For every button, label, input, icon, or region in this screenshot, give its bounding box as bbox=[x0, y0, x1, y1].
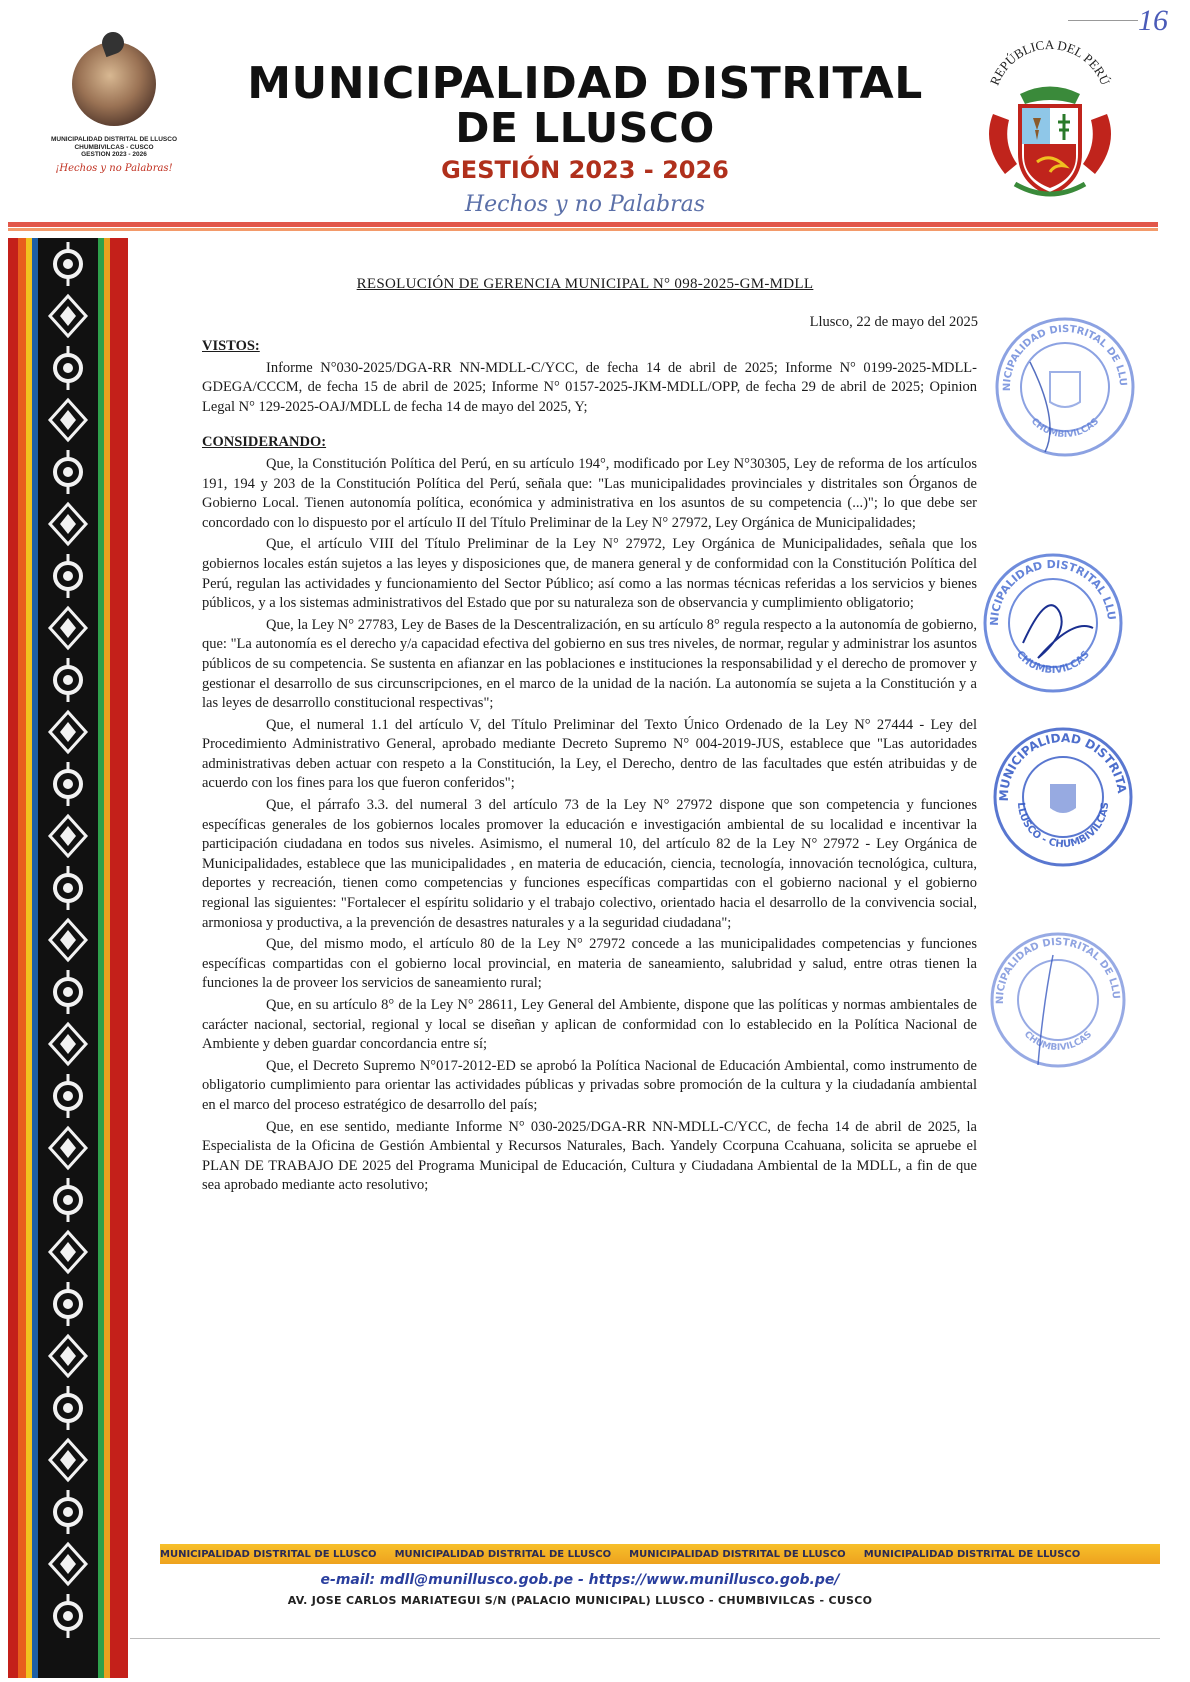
header-divider bbox=[8, 222, 1158, 227]
flower-motif-icon bbox=[42, 1174, 94, 1226]
stamp-subtext: LLUSCO - CHUMBIVILCAS bbox=[1014, 801, 1112, 851]
stamp-icon bbox=[990, 312, 1140, 462]
flower-motif-icon bbox=[42, 862, 94, 914]
stamp-text: NICIPALIDAD DISTRITAL DE LLU bbox=[1001, 323, 1129, 392]
svg-text:REPÚBLICA DEL PERÚ bbox=[987, 37, 1114, 88]
header-slogan: Hechos y no Palabras bbox=[464, 192, 706, 217]
stamp-subtext: CHUMBIVILCAS bbox=[1028, 416, 1102, 441]
stamp-subtext: CHUMBIVILCAS bbox=[1021, 1029, 1095, 1054]
resolution-title: RESOLUCIÓN DE GERENCIA MUNICIPAL N° 098-2025-GM-MDLL bbox=[356, 276, 814, 292]
handwritten-page-number: 16 bbox=[1138, 4, 1168, 37]
considerando-paragraph: Que, el artículo VIII del Título Preliminar de la Ley N° 27972, Ley Orgánica de Municipalidades, señala que los gobiernos locales están sujetos a las leyes y disposiciones que, de manera general y de conformidad con la Constitución Política del Perú, regulan las actividades y funcionamiento del Sector Público; así como a las normas técnicas referidas a los servicios y bienes públicos, y a los sistemas administrativos del Estado que por su naturaleza son de observancia y cumplimiento obligatorio; bbox=[202, 536, 977, 612]
stamp-icon bbox=[983, 925, 1133, 1075]
band-motifs bbox=[38, 238, 98, 1678]
diamond-motif-icon bbox=[42, 602, 94, 654]
header-divider-thin bbox=[8, 228, 1158, 231]
coat-of-arms-icon bbox=[975, 34, 1125, 214]
official-stamp bbox=[978, 548, 1128, 698]
bottom-rule bbox=[130, 1638, 1160, 1639]
flower-motif-icon bbox=[42, 1590, 94, 1642]
stamp-subtext: CHUMBIVILCAS bbox=[1014, 649, 1092, 677]
diamond-motif-icon bbox=[42, 1122, 94, 1174]
stamp-text: NICIPALIDAD DISTRITAL LLU bbox=[987, 557, 1119, 626]
considerando-paragraph: Que, el párrafo 3.3. del numeral 3 del artículo 73 de la Ley N° 27972 dispone que son competencia y funciones específicas generales de los gobiernos locales promover la educación e investigación ambiental de su localidad e incentivar la participación ciudadana en todos sus niveles. Asimismo, el numeral 10, del artículo 82 de la Ley N° 27972 - Ley Orgánica de Municipalidades, establece que las municipalidades , en materia de educación, ciencia, tecnología, innovación tecnológica, cultura, deportes y recreación, tienen como competencias y funciones específicas compartidas con el gobierno nacional y el gobierno regional las siguientes: "Fortalecer el espíritu solidario y el trabajo colectivo, orientado hacia el desarrollo de la convivencia social, armoniosa y productiva, a la prevención de desastres naturales y a la seguridad ciudadana"; bbox=[202, 797, 977, 931]
logo-caption bbox=[30, 136, 198, 159]
stamp-icon bbox=[978, 548, 1128, 698]
flower-motif-icon bbox=[42, 550, 94, 602]
diamond-motif-icon bbox=[42, 1538, 94, 1590]
logo-caption-line: CHUMBIVILCAS - CUSCO bbox=[74, 143, 154, 151]
stamp-text: MUNICIPALIDAD DISTRITA bbox=[996, 730, 1129, 802]
vistos-text: Informe N°030-2025/DGA-RR NN-MDLL-C/YCC, de fecha 14 de abril de 2025; Informe N° 0199-2025-MDLL-GDEGA/CCCM, de fecha 15 de abril de 2025; Informe N° 0157-2025-JKM-MDLL/OPP, de fecha 29 de abril de 2025; Opinion Legal N° 129-2025-OAJ/MDLL de fecha 14 de mayo del 2025, Y; bbox=[202, 359, 977, 415]
considerando-paragraph: Que, la Constitución Política del Perú, en su artículo 194°, modificado por Ley N°30305, Ley de reforma de los artículos 191, 194 y 203 de la Constitución Política del Perú, señala que: "Las municipalidades provinciales y distritales son Órganos de Gobierno Local. Tienen autonomía política, económica y administrativa en los asuntos de su competencia (...)"; lo que debe ser concordado con lo dispuesto por el artículo II del Título Preliminar de la Ley N° 27972, Ley Orgánica de Municipalidades; bbox=[202, 455, 977, 531]
footer-band-text: MUNICIPALIDAD DISTRITAL DE LLUSCO bbox=[394, 1548, 612, 1560]
stamp-text: NICIPALIDAD DISTRITAL DE LLU bbox=[994, 936, 1122, 1005]
footer-band-text: MUNICIPALIDAD DISTRITAL DE LLUSCO bbox=[863, 1548, 1081, 1560]
footer-address: AV. JOSE CARLOS MARIATEGUI S/N (PALACIO MUNICIPAL) LLUSCO - CHUMBIVILCAS - CUSCO bbox=[287, 1594, 873, 1607]
flower-motif-icon bbox=[42, 1070, 94, 1122]
seal-text: REPÚBLICA DEL PERÚ bbox=[986, 36, 1114, 88]
diamond-motif-icon bbox=[42, 290, 94, 342]
diamond-motif-icon bbox=[42, 1434, 94, 1486]
logo-slogan: ¡Hechos y no Palabras! bbox=[55, 162, 173, 174]
considerando-heading: CONSIDERANDO: bbox=[202, 434, 327, 451]
document-body bbox=[202, 337, 977, 1198]
peru-coat-of-arms bbox=[975, 34, 1125, 214]
flower-motif-icon bbox=[42, 342, 94, 394]
flower-motif-icon bbox=[42, 1278, 94, 1330]
diamond-motif-icon bbox=[42, 1018, 94, 1070]
header-title-line1: MUNICIPALIDAD DISTRITAL bbox=[247, 58, 923, 109]
official-stamp bbox=[990, 312, 1140, 462]
decorative-textile-band bbox=[8, 238, 128, 1678]
diamond-motif-icon bbox=[42, 498, 94, 550]
diamond-motif-icon bbox=[42, 810, 94, 862]
considerando-paragraph: Que, en su artículo 8° de la Ley N° 28611, Ley General del Ambiente, dispone que las políticas y normas ambientales de carácter nacional, sectorial, regional y local se diseñan y aplican de conformidad con lo establecido en la Política Nacional de Ambiente y deben guardar concordancia entre sí; bbox=[202, 997, 977, 1053]
header-title-line2: DE LLUSCO bbox=[455, 104, 715, 152]
considerando-paragraph: Que, la Ley N° 27783, Ley de Bases de la Descentralización, en su artículo 8° regula respecto a la autonomía de gobierno, que: "La autonomía es el derecho y/a capacidad efectiva del gobierno en sus tres niveles, de normar, regular y administrar los asuntos públicos de su competencia. Se sustenta en afianzar en las poblaciones e instituciones la responsabilidad y el derecho de promover y gestionar el desarrollo de sus circunscripciones, en el marco de la unidad de la nación. La autonomía se sujeta a la Constitución y a las leyes de desarrollo constitucional respectivas"; bbox=[202, 616, 977, 712]
stamp-icon bbox=[988, 722, 1138, 872]
footer-contact: e-mail: mdll@munillusco.gob.pe - https://www.munillusco.gob.pe/ bbox=[320, 1572, 840, 1588]
diamond-motif-icon bbox=[42, 914, 94, 966]
vistos-heading: VISTOS: bbox=[202, 338, 260, 354]
diamond-motif-icon bbox=[42, 706, 94, 758]
diamond-motif-icon bbox=[42, 1226, 94, 1278]
logo-caption-line: MUNICIPALIDAD DISTRITAL DE LLUSCO bbox=[50, 136, 178, 143]
flower-motif-icon bbox=[42, 1486, 94, 1538]
considerando-paragraph: Que, en ese sentido, mediante Informe N° 030-2025/DGA-RR NN-MDLL-C/YCC, de fecha 14 de abril de 2025, la Especialista de la Oficina de Gestión Ambiental y Recursos Naturales, Bach. Yandely Ccorpuna Ccahuana, solicita se apruebe el PLAN DE TRABAJO DE 2025 del Programa Municipal de Educación, Cultura y Ciudadana Ambiental de la MDLL, a fin de que sea aprobado mediante acto resolutivo; bbox=[202, 1118, 977, 1194]
svg-text:CHUMBIVILCAS bbox=[1014, 649, 1092, 676]
footer-band-text: MUNICIPALIDAD DISTRITAL DE LLUSCO bbox=[160, 1548, 377, 1560]
flower-motif-icon bbox=[42, 966, 94, 1018]
municipal-emblem-icon bbox=[72, 42, 156, 126]
flower-motif-icon bbox=[42, 758, 94, 810]
svg-text:CHUMBIVILCAS bbox=[1022, 1030, 1094, 1053]
considerando-paragraph: Que, el Decreto Supremo N°017-2012-ED se aprobó la Política Nacional de Educación Ambiental, como instrumento de obligatorio cumplimiento para orientar las actividades públicas y privadas sobre promoción de la cultura y la ciudadanía ambiental en el marco del proceso estratégico de desarrollo del país; bbox=[202, 1057, 977, 1113]
diamond-motif-icon bbox=[42, 394, 94, 446]
official-stamp bbox=[983, 925, 1133, 1075]
diamond-motif-icon bbox=[42, 1330, 94, 1382]
resolution-date: Llusco, 22 de mayo del 2025 bbox=[809, 314, 978, 330]
considerando-paragraph: Que, del mismo modo, el artículo 80 de la Ley N° 27972 concede a las municipalidades competencias y funciones específicas compartidas con el gobierno local provincial, en materia de saneamiento, salubridad y salud, entre otras tienen la funciones la de proveer los servicios de saneamiento rural; bbox=[202, 936, 977, 992]
flower-motif-icon bbox=[42, 1382, 94, 1434]
logo-caption-line: GESTION 2023 - 2026 bbox=[81, 151, 147, 158]
page-number-line bbox=[1068, 20, 1138, 21]
municipal-logo bbox=[30, 36, 198, 226]
considerando-paragraph: Que, el numeral 1.1 del artículo V, del Título Preliminar del Texto Único Ordenado de la Ley N° 27444 - Ley del Procedimiento Administrativo General, aprobado mediante Decreto Supremo N° 004-2019-JUS, establece que "Las autoridades administrativas deben actuar con respeto a la Constitución, la Ley, el Derecho, dentro de las facultades que estén atribuidas y de acuerdo con los fines para los que fueron conferidos"; bbox=[202, 716, 977, 792]
footer-band bbox=[160, 1544, 1160, 1564]
flower-motif-icon bbox=[42, 654, 94, 706]
flower-motif-icon bbox=[42, 446, 94, 498]
footer-band-text: MUNICIPALIDAD DISTRITAL DE LLUSCO bbox=[629, 1548, 846, 1560]
flower-motif-icon bbox=[42, 238, 94, 290]
header-gestion: GESTIÓN 2023 - 2026 bbox=[441, 156, 729, 184]
svg-text:CHUMBIVILCAS bbox=[1029, 417, 1101, 440]
official-stamp bbox=[988, 722, 1138, 872]
